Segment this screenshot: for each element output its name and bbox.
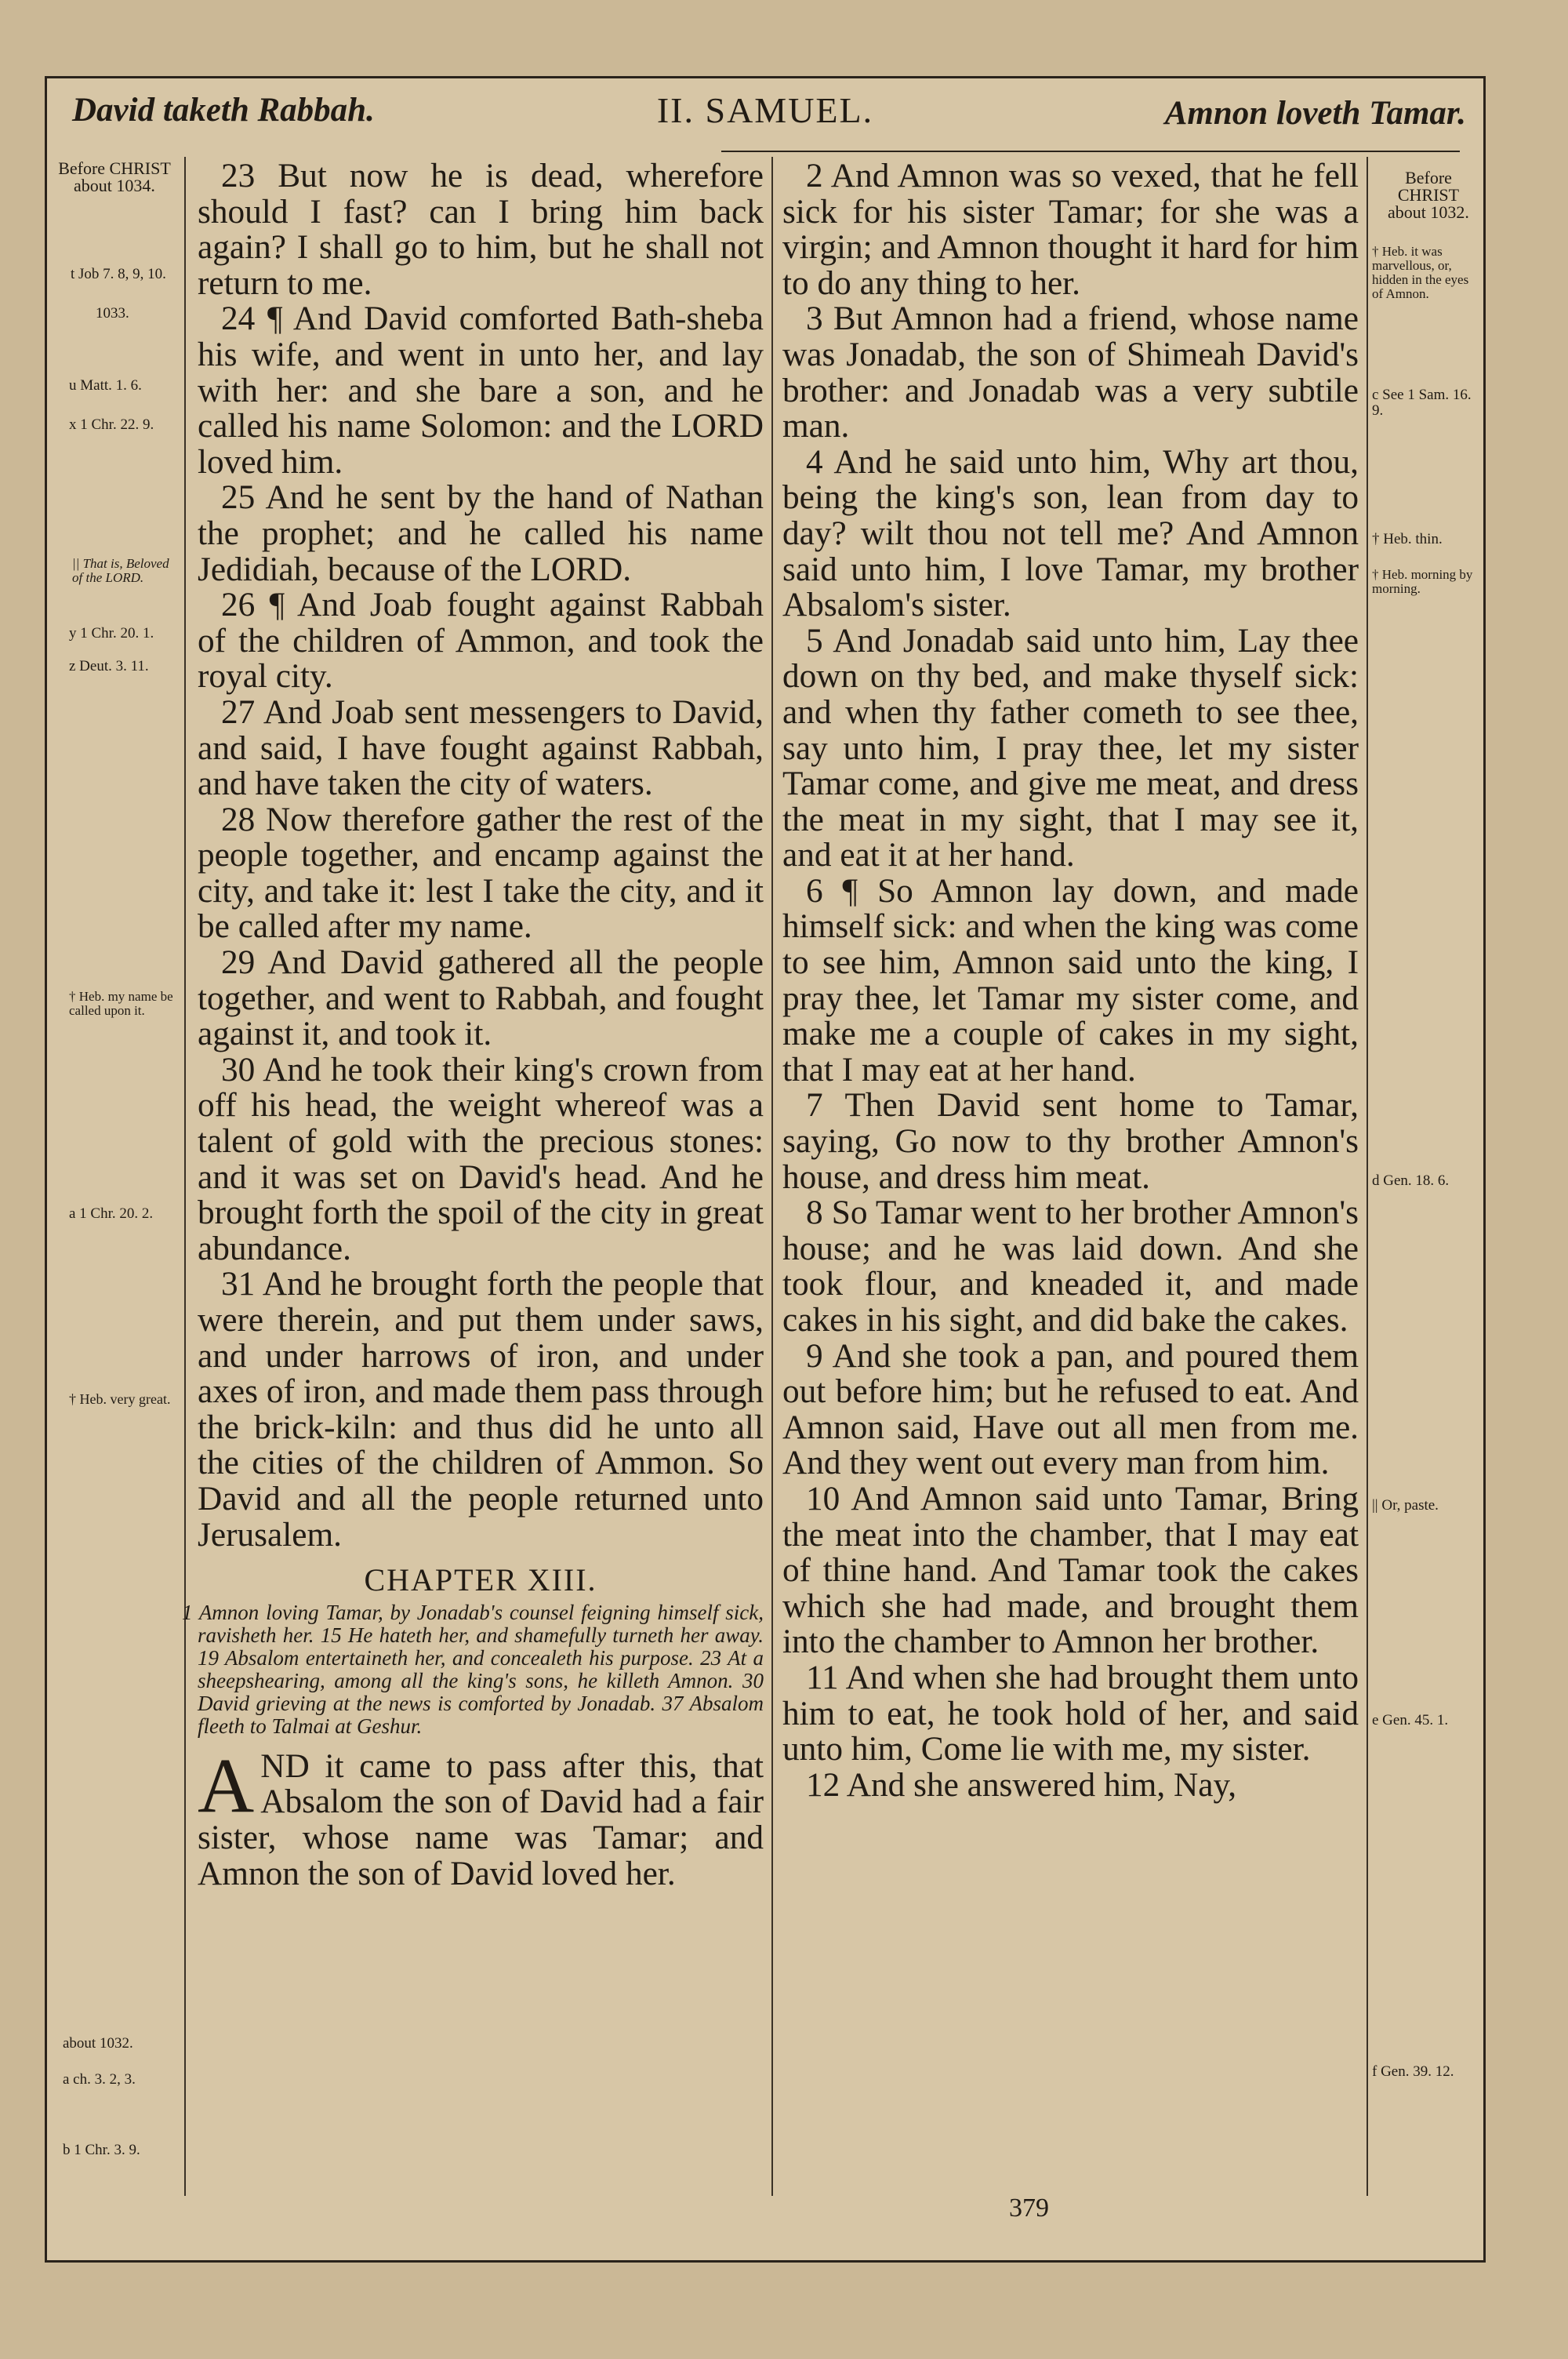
verse: 28 Now therefore gather the rest of the people together, and encamp against the city, and take it: lest I take the city, and it be called after my name. — [198, 800, 764, 946]
running-header — [47, 78, 1483, 154]
header-book-title: II. SAMUEL. — [656, 90, 874, 130]
verse: 10 And Amnon said unto Tamar, Bring the meat into the chamber, that I may eat of thine hand. And Tamar took the cakes which she had made, and brought them into the chamber to Amnon her brother. — [782, 1479, 1359, 1661]
verse: 24 ¶ And David comforted Bath-sheba his wife, and went in unto her, and lay with her: and she bare a son, and he called his name Solomon: and the LORD loved him. — [198, 300, 764, 481]
margin-note: a ch. 3. 2, 3. — [63, 2071, 136, 2088]
verse: 31 And he brought forth the people that were therein, and put them under saws, and under harrows of iron, and under axes of iron, and made them pass through the brick-kiln: and thus did he unto all the cities of the children of Ammon. So David and all the people returned unto Jerusalem. — [198, 1265, 764, 1554]
margin-note: || Or, paste. — [1372, 1497, 1439, 1514]
verse: 8 So Tamar went to her brother Amnon's house; and he was laid down. And she took flour, and kneaded it, and made cakes in his sight, and did bake the cakes. — [782, 1194, 1359, 1339]
before-christ-label: Before CHRIST — [1397, 168, 1460, 205]
verse: 25 And he sent by the hand of Nathan the prophet; and he called his name Jedidiah, because of the LORD. — [198, 478, 764, 588]
margin-note: z Deut. 3. 11. — [69, 658, 149, 674]
left-margin-era — [52, 160, 177, 194]
verse: 12 And she answered him, Nay, — [806, 1765, 1237, 1804]
before-christ-label: Before CHRIST — [58, 158, 171, 178]
verse: 11 And when she had brought them unto him to eat, he took hold of her, and said unto him, Come lie with me, my sister. — [782, 1658, 1359, 1768]
verse: 7 Then David sent home to Tamar, saying, Go now to thy brother Amnon's house, and dress him meat. — [782, 1086, 1359, 1196]
chapter-summary: 1 Amnon loving Tamar, by Jonadab's counsel feigning himself sick, ravisheth her. 15 He hateth her, and shamefully turneth her away. 19 Absalom entertaineth her, and concealeth his purpose. 23 At a sheepshearing, among all the king's sons, he killeth Amnon. 30 David grieving at the news is comforted by Jonadab. 37 Absalom fleeth to Talmai at Geshur. — [182, 1600, 764, 1738]
header-rule — [721, 151, 1460, 152]
verse-1-text: ND it came to pass after this, that Absalom the son of David had a fair sister, whose name was Tamar; and Amnon the son of David loved her. — [198, 1747, 764, 1892]
margin-note: † Heb. very great. — [69, 1391, 171, 1407]
verse: 23 But now he is dead, wherefore should I fast? can I bring him back again? I shall go to him, but he shall not return to me. — [198, 157, 764, 302]
verse: 6 ¶ So Amnon lay down, and made himself sick: and when the king was come to see him, Amnon said unto the king, I pray thee, let Tamar my sister come, and make me a couple of cakes in my sight, that I may eat at her hand. — [782, 871, 1359, 1089]
verse: 3 But Amnon had a friend, whose name was Jonadab, the son of Shimeah David's brother: and Jonadab was a very subtile man. — [782, 300, 1359, 445]
margin-note: t Job 7. 8, 9, 10. — [71, 266, 166, 282]
margin-note: y 1 Chr. 20. 1. — [69, 625, 154, 642]
page-number: 379 — [1009, 2194, 1049, 2223]
margin-note: || That is, Beloved of the LORD. — [72, 556, 169, 585]
era-year: about 1032. — [1388, 202, 1469, 222]
margin-note: e Gen. 45. 1. — [1372, 1712, 1449, 1728]
chapter-heading: CHAPTER XIII. — [364, 1562, 597, 1598]
text-column-right — [782, 158, 1359, 1803]
header-right-title: Amnon loveth Tamar. — [1164, 95, 1466, 132]
margin-note: about 1032. — [63, 2035, 133, 2052]
drop-cap: A — [198, 1741, 255, 1829]
margin-note: u Matt. 1. 6. — [69, 377, 142, 394]
margin-note: † Heb. my name be called upon it. — [69, 989, 173, 1018]
margin-note: f Gen. 39. 12. — [1372, 2063, 1454, 2080]
verse-1 — [198, 1741, 764, 1892]
verse: 4 And he said unto him, Why art thou, being the king's son, lean from day to day? wilt thou not tell me? And Amnon said unto him, I love Tamar, my brother Absalom's sister. — [782, 442, 1359, 624]
margin-note: † Heb. thin. — [1372, 531, 1443, 547]
right-margin-rule — [1367, 157, 1368, 2196]
verse: 26 ¶ And Joab fought against Rabbah of the children of Ammon, and took the royal city. — [198, 586, 764, 696]
margin-note: † Heb. it was marvellous, or, hidden in the eyes of Amnon. — [1372, 244, 1469, 301]
verse: 5 And Jonadab said unto him, Lay thee down on thy bed, and make thyself sick: and when thy father cometh to see thee, say unto him, I pray thee, let my sister Tamar come, and give me meat, and dress the meat in my sight, that I may see it, and eat it at her hand. — [782, 621, 1359, 874]
left-margin-rule — [184, 157, 186, 2196]
right-margin-era — [1374, 169, 1483, 221]
margin-note: † Heb. morning by morning. — [1372, 567, 1473, 596]
era-year: about 1034. — [74, 176, 155, 195]
column-divider — [771, 157, 773, 2196]
header-left-title: David taketh Rabbah. — [72, 92, 375, 129]
verse: 2 And Amnon was so vexed, that he fell sick for his sister Tamar; for she was a virgin; and Amnon thought it hard for him to do any thing to her. — [782, 157, 1359, 302]
verse: 29 And David gathered all the people together, and went to Rabbah, and fought against it, and took it. — [198, 943, 764, 1053]
verse: 27 And Joab sent messengers to David, and said, I have fought against Rabbah, and have taken the city of waters. — [198, 692, 764, 803]
margin-note: x 1 Chr. 22. 9. — [69, 416, 154, 433]
text-column-left — [182, 157, 764, 1892]
margin-note: d Gen. 18. 6. — [1372, 1172, 1450, 1189]
verse: 30 And he took their king's crown from off his head, the weight whereof was a talent of gold with the precious stones: and it was set on David's head. And he brought forth the spoil of the city in great abundance. — [198, 1050, 764, 1267]
margin-note: b 1 Chr. 3. 9. — [63, 2142, 140, 2158]
margin-note: a 1 Chr. 20. 2. — [69, 1205, 154, 1222]
verse: 9 And she took a pan, and poured them out before him; but he refused to eat. And Amnon said, Have out all men from me. And they went out every man from him. — [782, 1336, 1359, 1482]
margin-note: 1033. — [96, 305, 129, 322]
margin-note: c See 1 Sam. 16. 9. — [1372, 387, 1472, 419]
bible-page — [45, 76, 1486, 2263]
